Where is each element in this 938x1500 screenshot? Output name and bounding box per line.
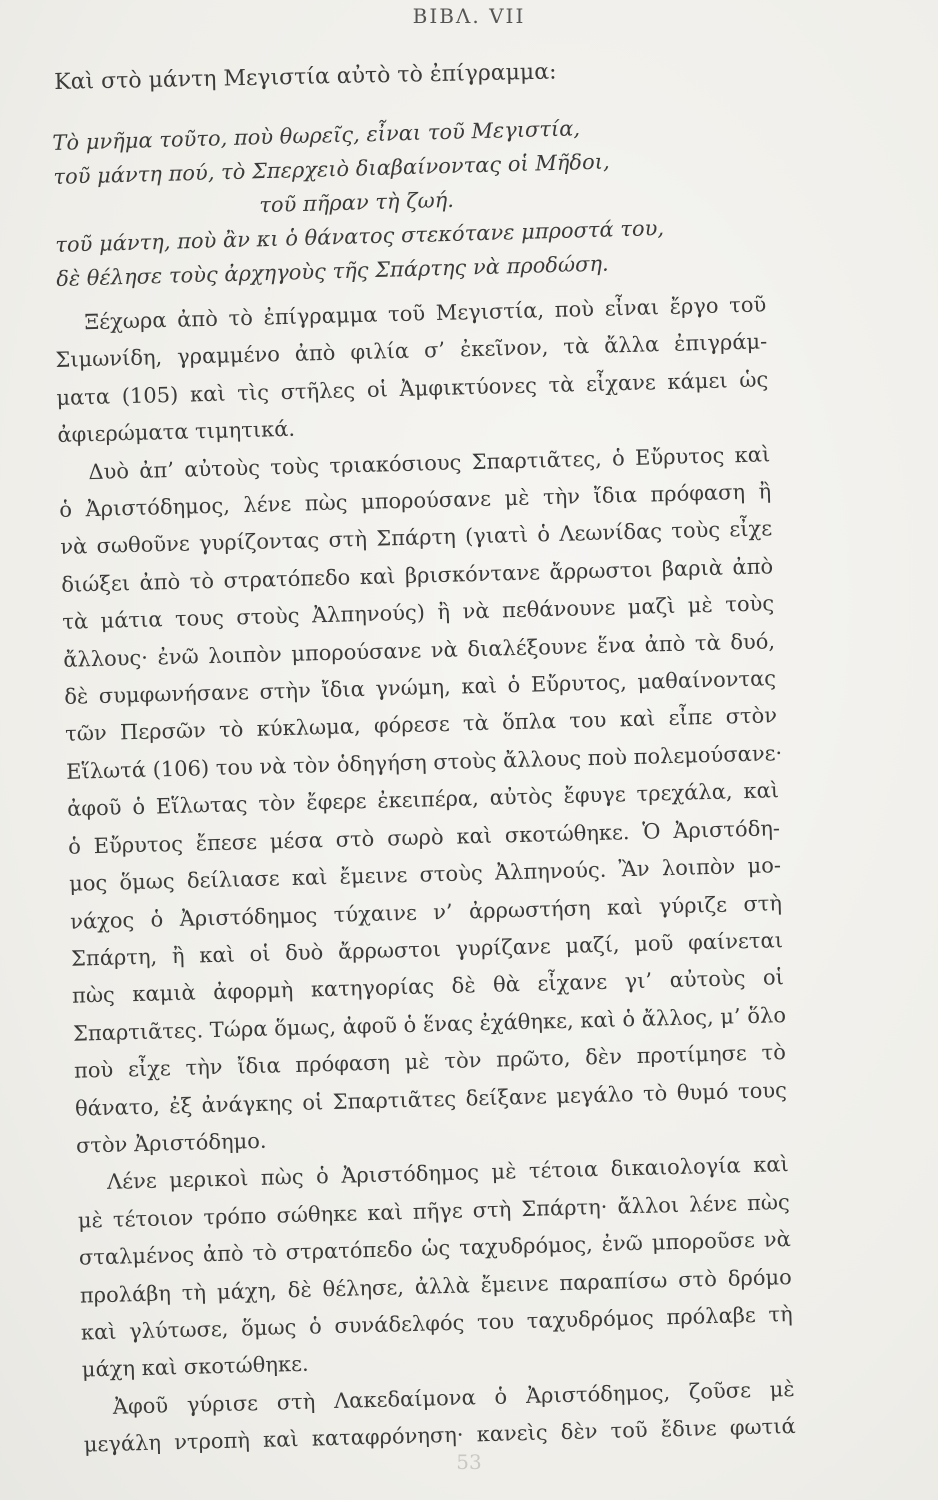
epigram (52, 109, 665, 296)
text-line: δὲ συμφωνήσανε στὴν ἴδια γνώμη, καὶ ὁ Εὔρυτος, μαθαίνοντας (63, 666, 777, 709)
text-line: νάχος ὁ Ἀριστόδημος τύχαινε ν’ ἀρρωστήση καὶ γύριζε στὴ (69, 890, 783, 934)
text-line: ἄλλους· ἐνῶ λοιπὸν μπορούσανε νὰ διαλέξουνε ἕνα ἀπὸ τὰ δυό, (62, 628, 776, 672)
epigram-line: Τὸ μνῆμα τοῦτο, ποὺ θωρεῖς, εἶναι τοῦ Μεγιστία, (52, 116, 581, 155)
epigram-line: τοῦ μάντη, ποὺ ἂν κι ὁ θάνατος στεκότανε μπροστά του, (54, 215, 665, 257)
text-line: πὼς καμιὰ ἀφορμὴ κατηγορίας δὲ θὰ εἶχανε γι’ αὐτοὺς οἱ (71, 965, 785, 1009)
text-line: Ξέχωρα ἀπὸ τὸ ἐπίγραμμα τοῦ Μεγιστία, ποὺ εἶναι ἔργο τοῦ (84, 292, 767, 335)
text-line: μεγάλη ντροπὴ καὶ καταφρόνηση· κανεὶς δὲν τοῦ ἔδινε φωτιά (83, 1414, 796, 1457)
body-text (54, 285, 844, 1464)
epigram-intro: Καὶ στὸ μάντη Μεγιστία αὐτὸ τὸ ἐπίγραμμα: (54, 59, 557, 95)
text-line: στὸν Ἀριστόδημο. (75, 1128, 267, 1158)
text-line: μὲ τέτοιον τρόπο σώθηκε καὶ πῆγε στὴ Σπάρτη· ἄλλοι λένε πὼς (77, 1189, 791, 1233)
text-line: μάχη καὶ σκοτώθηκε. (81, 1352, 309, 1383)
text-line: Σπάρτη, ἢ καὶ οἱ δυὸ ἄρρωστοι γυρίζανε μαζί, μοῦ φαίνεται (70, 928, 784, 971)
text-line: Ἀφοῦ γύρισε στὴ Λακεδαίμονα ὁ Ἀριστόδημος, ζοῦσε μὲ (112, 1376, 795, 1419)
running-header: ΒΙΒΛ. VII (412, 4, 526, 28)
epigram-line: δὲ θέλησε τοὺς ἀρχηγοὺς τῆς Σπάρτης νὰ προδώση. (55, 251, 609, 291)
epigram-line: τοῦ πῆραν τὴ ζωή. (258, 187, 455, 218)
text-line: ὁ Εὔρυτος ἔπεσε μέσα στὸ σωρὸ καὶ σκοτώθηκε. Ὁ Ἀριστόδη- (67, 815, 781, 859)
page-number: 53 (456, 1450, 482, 1474)
text-line: προλάβη τὴ μάχη, δὲ θέλησε, ἀλλὰ ἔμεινε παραπίσω στὸ δρόμο (79, 1264, 793, 1308)
text-line: σταλμένος ἀπὸ τὸ στρατόπεδο ὡς ταχυδρόμος, ἐνῶ μποροῦσε νὰ (78, 1227, 792, 1270)
text-line: νὰ σωθοῦνε γυρίζοντας στὴ Σπάρτη (γιατὶ ὁ Λεωνίδας τοὺς εἶχε (60, 516, 773, 560)
text-line: ὁ Ἀριστόδημος, λένε πὼς μπορούσανε μὲ τὴν ἴδια πρόφαση ἢ (59, 479, 772, 522)
text-line: ἀφιερώματα τιμητικά. (57, 416, 296, 448)
text-line: ποὺ εἶχε τὴν ἴδια πρόφαση μὲ τὸν πρῶτο, δὲν προτίμησε τὸ (73, 1040, 787, 1083)
text-line: μος ὅμως δείλιασε καὶ ἔμεινε στοὺς Ἀλπηνούς. Ἂν λοιπὸν μο- (68, 853, 782, 896)
text-line: Λένε μερικοὶ πὼς ὁ Ἀριστόδημος μὲ τέτοια δικαιολογία καὶ (106, 1152, 790, 1195)
text-line: ματα (105) καὶ τὶς στῆλες οἱ Ἀμφικτύονες τὰ εἶχανε κάμει ὡς (56, 367, 769, 410)
text-line: Εἵλωτά (106) του νὰ τὸν ὁδηγήση στοὺς ἄλλους ποὺ πολεμούσανε· (65, 740, 783, 784)
text-line: Δυὸ ἀπ’ αὐτοὺς τοὺς τριακόσιους Σπαρτιᾶτες, ὁ Εὔρυτος καὶ (88, 441, 771, 484)
text-line: ἀφοῦ ὁ Εἵλωτας τὸν ἔφερε ἐκειπέρα, αὐτὸς ἔφυγε τρεχάλα, καὶ (66, 778, 780, 822)
text-line: Σιμωνίδη, γραμμένο ἀπὸ φιλία σ’ ἐκεῖνον, τὰ ἄλλα ἐπιγράμ- (55, 329, 768, 373)
text-line: διώξει ἀπὸ τὸ στρατόπεδο καὶ βρισκόντανε ἄρρωστοι βαριὰ ἀπὸ (61, 554, 774, 597)
text-line: τῶν Περσῶν τὸ κύκλωμα, φόρεσε τὰ ὅπλα του καὶ εἶπε στὸν (64, 703, 778, 747)
text-line: θάνατο, ἐξ ἀνάγκης οἱ Σπαρτιᾶτες δείξανε μεγάλο τὸ θυμό τους (74, 1077, 788, 1121)
text-line: τὰ μάτια τους στοὺς Ἀλπηνούς) ἢ νὰ πεθάνουνε μαζὶ μὲ τοὺς (61, 591, 775, 635)
text-line: Σπαρτιᾶτες. Τώρα ὅμως, ἀφοῦ ὁ ἕνας ἐχάθηκε, καὶ ὁ ἄλλος, μ’ ὅλο (72, 1002, 787, 1046)
epigram-line: τοῦ μάντη πού, τὸ Σπερχειὸ διαβαίνοντας οἱ Μῆδοι, (53, 149, 610, 189)
text-line: καὶ γλύτωσε, ὅμως ὁ συνάδελφός του ταχυδρόμος πρόλαβε τὴ (80, 1301, 793, 1345)
